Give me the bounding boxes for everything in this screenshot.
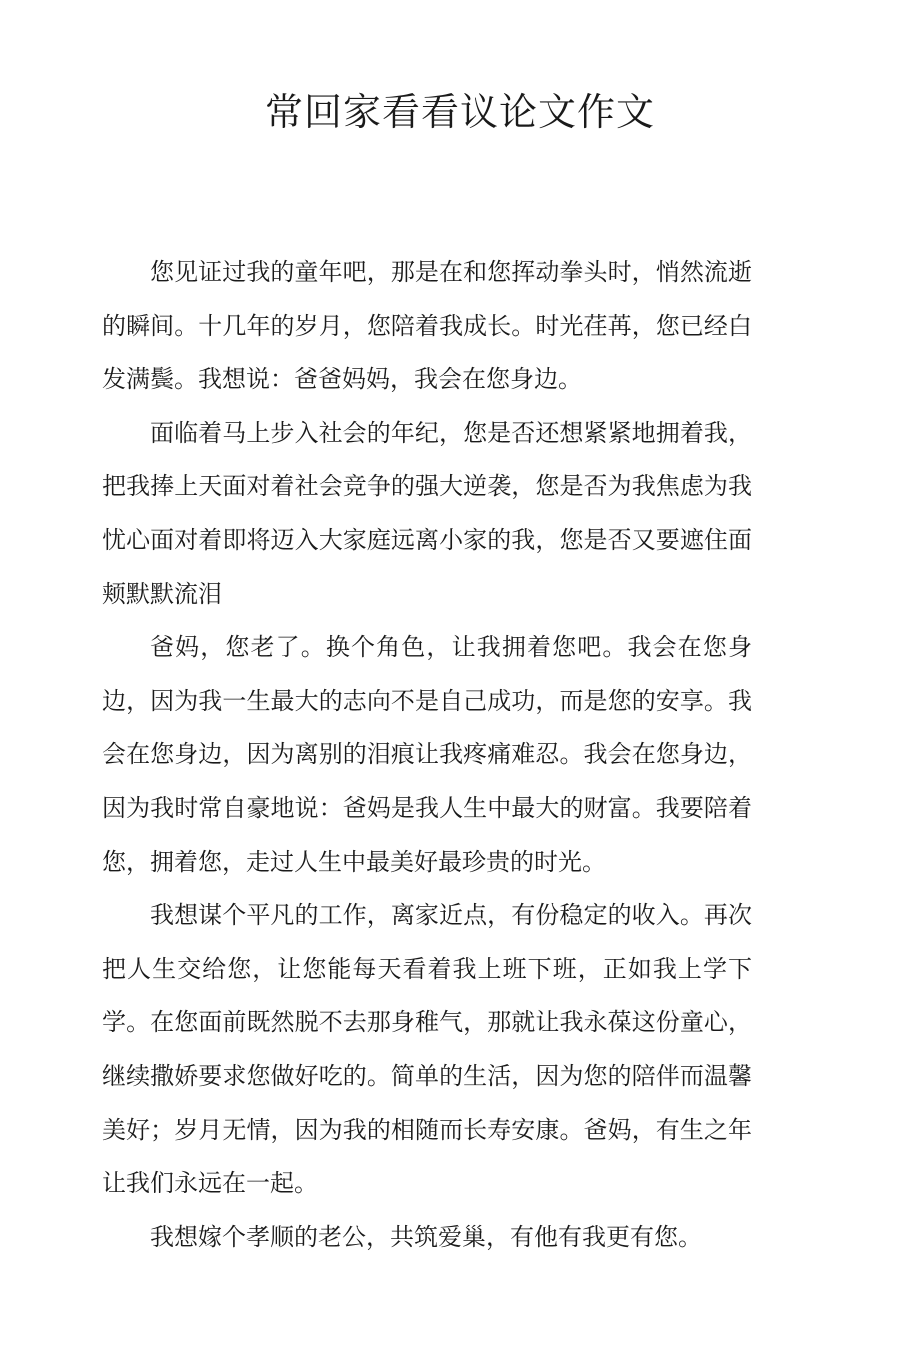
document-body (102, 246, 752, 1264)
paragraph-3: 爸妈，您老了。换个角色，让我拥着您吧。我会在您身边，因为我一生最大的志向不是自己成功，而是您的安享。我会在您身边，因为离别的泪痕让我疼痛难忍。我会在您身边，因为我时常自豪地说：爸妈是我人生中最大的财富。我要陪着您，拥着您，走过人生中最美好最珍贵的时光。 (102, 633, 752, 876)
paragraph-5: 我想嫁个孝顺的老公，共筑爱巢，有他有我更有您。 (150, 1222, 702, 1251)
paragraph-2: 面临着马上步入社会的年纪，您是否还想紧紧地拥着我，把我捧上天面对着社会竞争的强大逆袭，您是否为我焦虑为我忧心面对着即将迈入大家庭远离小家的我，您是否又要遮住面颊默默流泪 (102, 418, 752, 608)
paragraph-4: 我想谋个平凡的工作，离家近点，有份稳定的收入。再次把人生交给您，让您能每天看着我上班下班，正如我上学下学。在您面前既然脱不去那身稚气，那就让我永葆这份童心，继续撒娇要求您做好吃的。简单的生活，因为您的陪伴而温馨美好；岁月无情，因为我的相随而长寿安康。爸妈，有生之年让我们永远在一起。 (102, 901, 752, 1198)
document-title: 常回家看看议论文作文 (264, 90, 655, 134)
paragraph-1: 您见证过我的童年吧，那是在和您挥动拳头时，悄然流逝的瞬间。十几年的岁月，您陪着我成长。时光荏苒，您已经白发满鬓。我想说：爸爸妈妈，我会在您身边。 (102, 258, 752, 394)
